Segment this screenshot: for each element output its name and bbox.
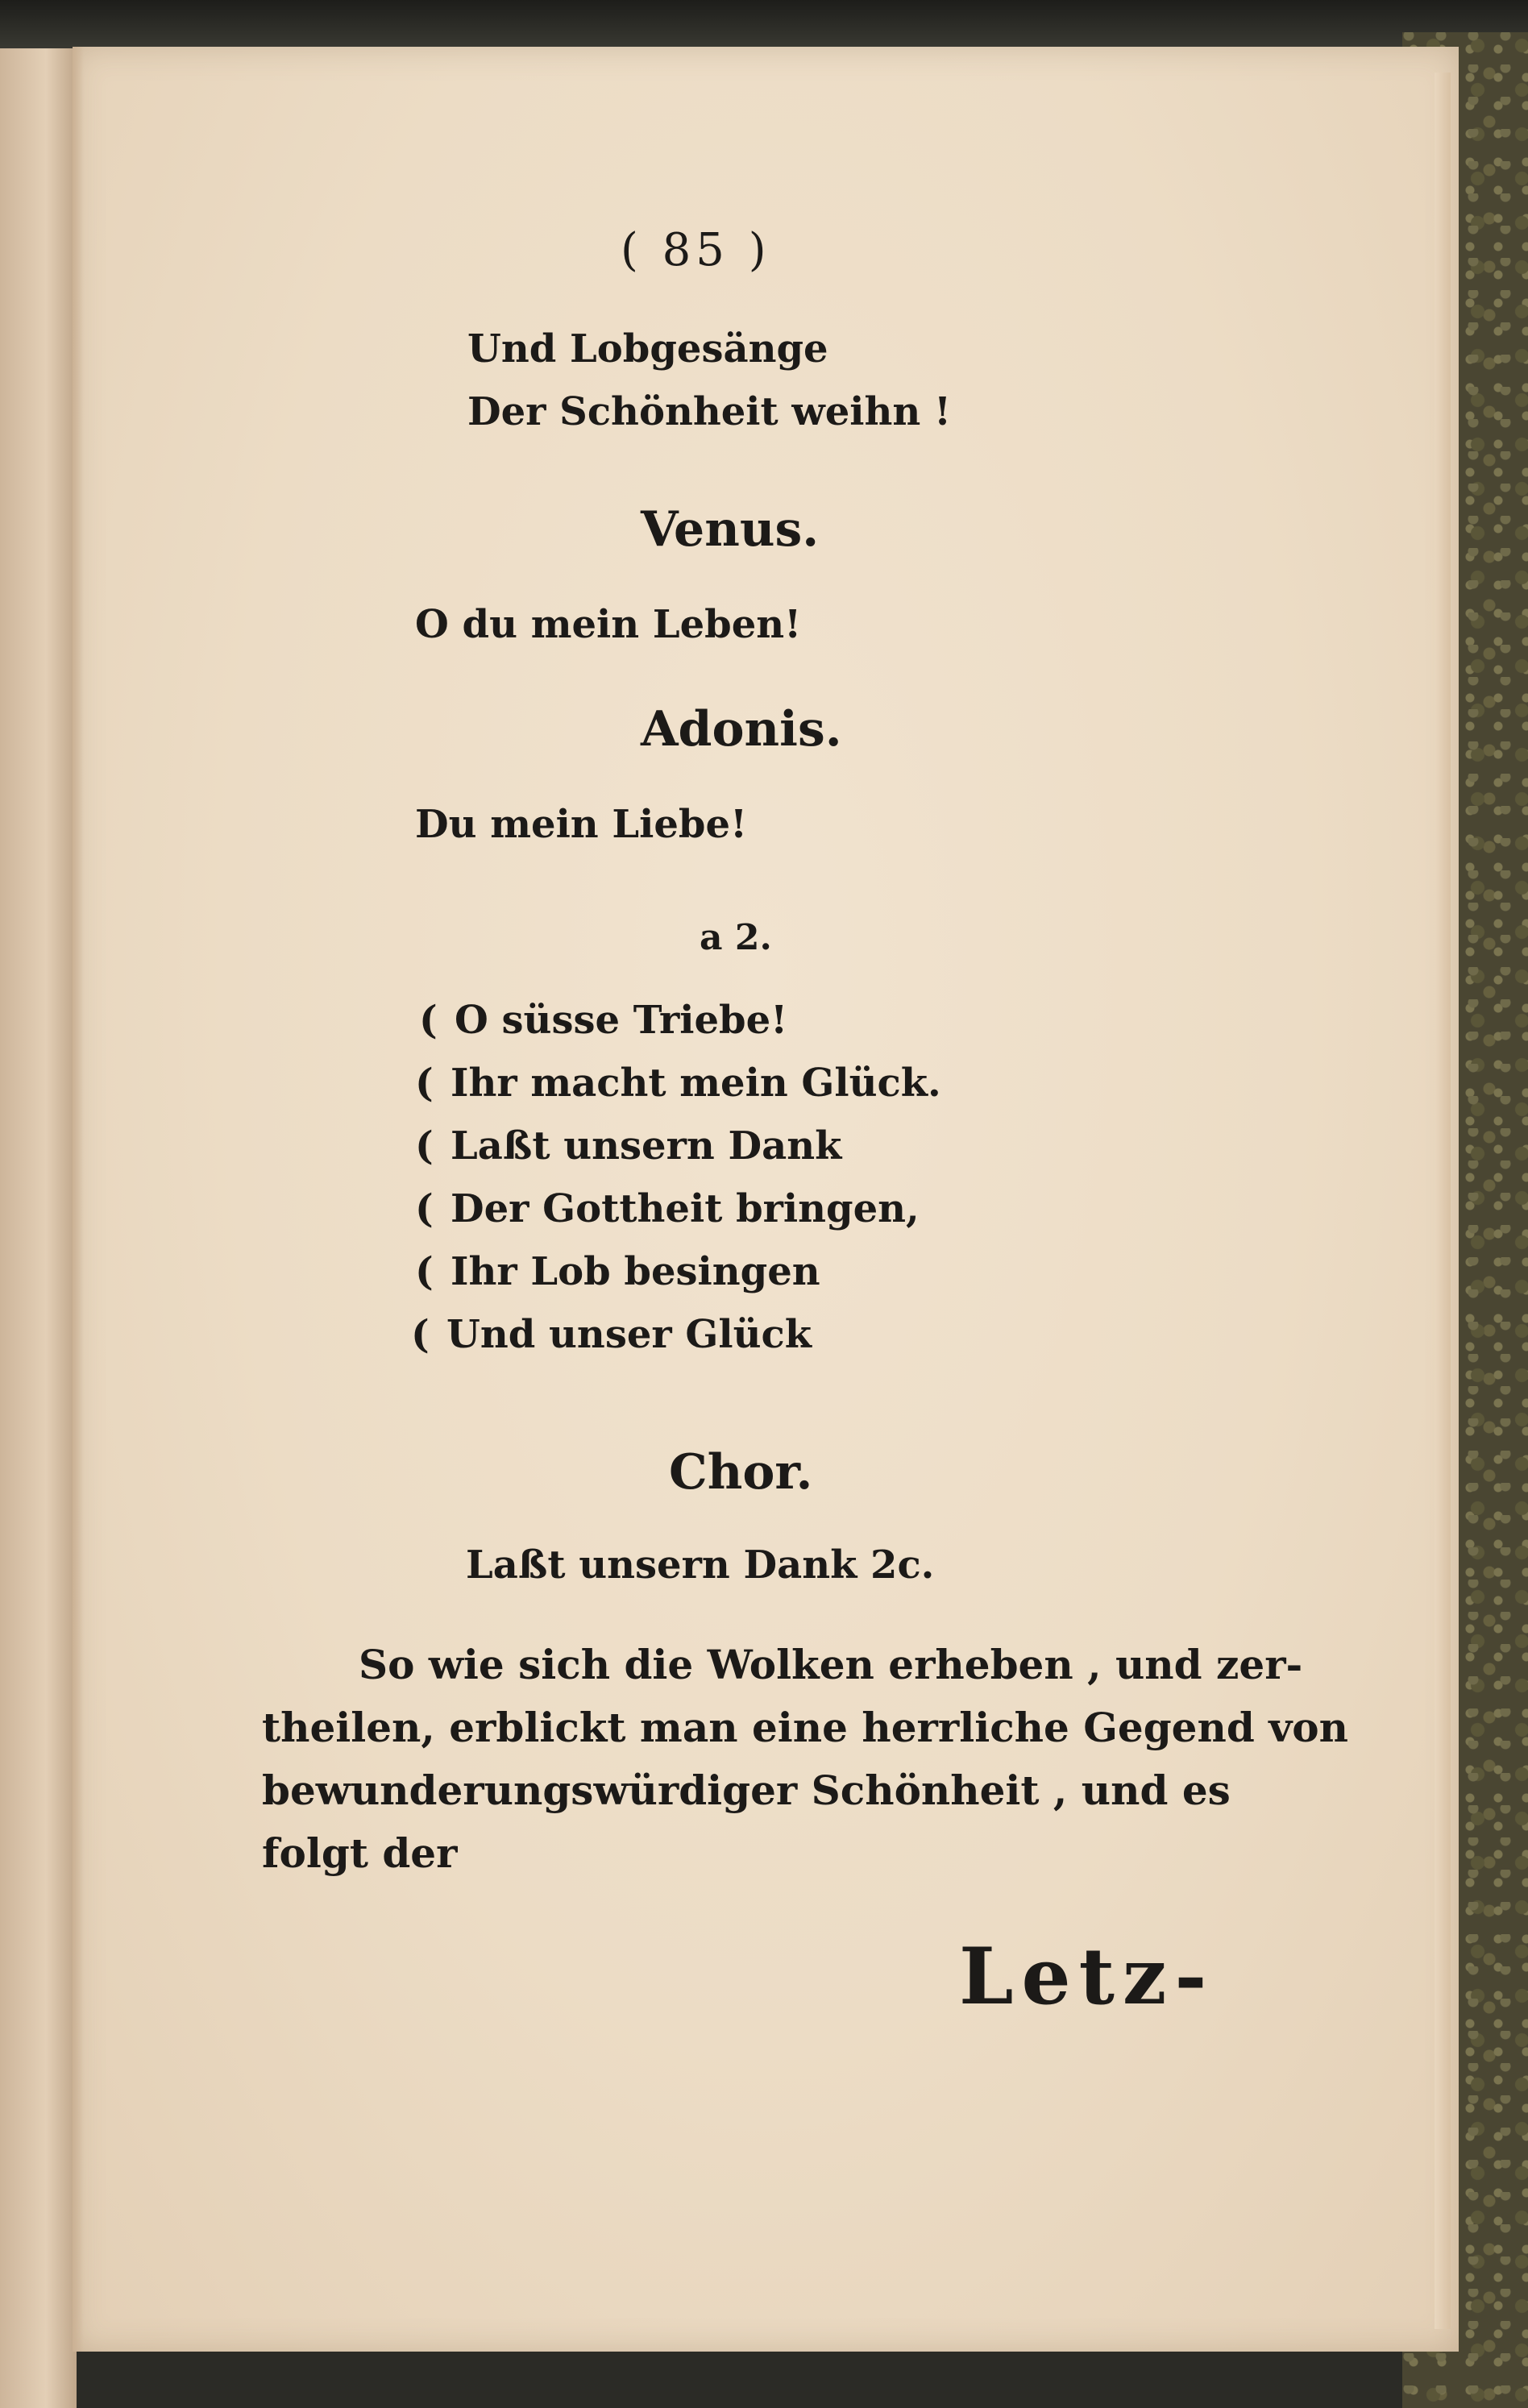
duet-line-text: Laßt unsern Dank: [451, 1123, 842, 1169]
verse-line-3: O du mein Leben!: [415, 602, 802, 647]
speaker-venus: Venus.: [641, 501, 820, 558]
prose-line-1: So wie sich die Wolken erheben , und zer-: [359, 1641, 1303, 1688]
bracket-glyph: (: [419, 998, 438, 1043]
speaker-adonis: Adonis.: [641, 701, 842, 758]
page-fore-edge: [1435, 73, 1451, 2329]
bracket-glyph: (: [415, 1186, 434, 1231]
duet-line-1: [419, 998, 787, 1043]
verse-line-4: Du mein Liebe!: [415, 802, 748, 847]
duet-line-3: [415, 1123, 841, 1169]
verse-line-5: Laßt unsern Dank 2c.: [466, 1542, 935, 1588]
prose-line-4: folgt der: [262, 1829, 458, 1877]
duet-line-text: O süsse Triebe!: [455, 998, 788, 1043]
bracket-glyph: (: [415, 1249, 434, 1294]
facing-page-edge: [0, 48, 77, 2408]
bracket-glyph: (: [415, 1061, 434, 1106]
duet-line-text: Ihr macht mein Glück.: [451, 1061, 941, 1106]
duet-marker: a 2.: [700, 917, 772, 958]
duet-line-text: Ihr Lob besingen: [451, 1249, 820, 1294]
book-top-edge: [0, 0, 1528, 50]
page-number: ( 85 ): [621, 224, 771, 276]
duet-line-6: [411, 1312, 812, 1357]
duet-line-2: [415, 1061, 941, 1106]
bracket-glyph: (: [411, 1312, 430, 1357]
prose-line-3: bewunderungswürdiger Schönheit , und es: [262, 1767, 1231, 1814]
verse-line-1: Und Lobgesänge: [467, 326, 828, 372]
prose-line-2: theilen, erblickt man eine herrliche Gegend von: [262, 1704, 1348, 1751]
speaker-chor: Chor.: [669, 1444, 813, 1501]
catchword: Letz-: [959, 1931, 1215, 2022]
duet-line-4: [415, 1186, 920, 1231]
page-gutter-shadow: [73, 47, 84, 2352]
duet-line-text: Und unser Glück: [446, 1312, 812, 1357]
duet-line-5: [415, 1249, 820, 1294]
verse-line-2: Der Schönheit weihn !: [467, 389, 952, 434]
duet-line-text: Der Gottheit bringen,: [451, 1186, 920, 1231]
bracket-glyph: (: [415, 1123, 434, 1169]
